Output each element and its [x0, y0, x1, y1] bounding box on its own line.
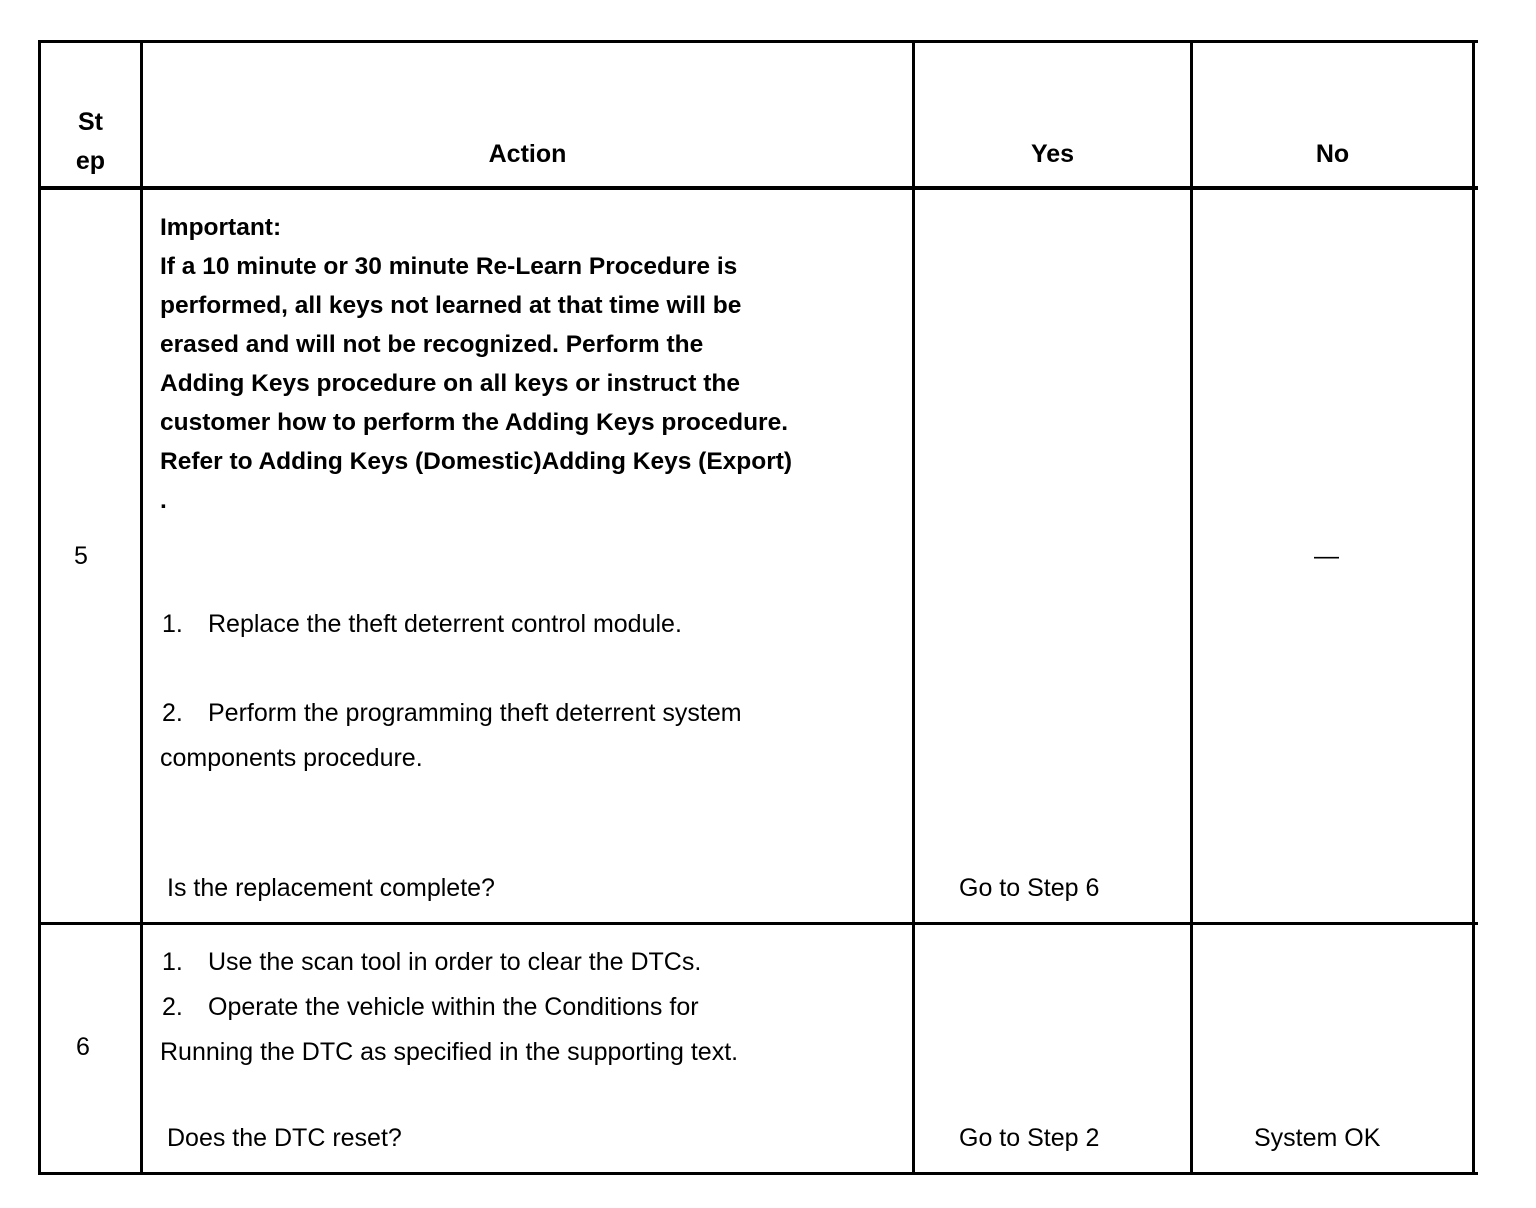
list-item: [162, 610, 682, 639]
header-bottom-border: [38, 186, 1478, 190]
list-item-text: Use the scan tool in order to clear the DTCs.: [208, 948, 702, 976]
question-text: Does the DTC reset?: [167, 1124, 402, 1152]
important-line: performed, all keys not learned at that time will be: [160, 292, 742, 319]
list-item: [162, 948, 701, 977]
step-number-5: 5: [74, 542, 88, 570]
yes-column-divider: [1190, 40, 1193, 1175]
important-note: [160, 208, 900, 520]
step-number-6: 6: [76, 1033, 90, 1061]
header-step: [41, 103, 140, 181]
important-label: Important:: [160, 214, 282, 241]
row-divider: [38, 922, 1478, 925]
list-item-continuation: components procedure.: [160, 744, 423, 772]
yes-result: Go to Step 2: [959, 1124, 1100, 1152]
table-bottom-border: [38, 1172, 1478, 1175]
important-line: .: [160, 487, 167, 514]
list-item-number: 1.: [162, 610, 183, 638]
important-line: If a 10 minute or 30 minute Re-Learn Procedure is: [160, 253, 738, 280]
list-item-number: 2.: [162, 699, 183, 727]
header-action: Action: [488, 140, 567, 168]
table-top-border: [38, 40, 1478, 43]
list-item-continuation: Running the DTC as specified in the supporting text.: [160, 1038, 739, 1066]
step-column-divider: [140, 40, 143, 1175]
list-item-text: Operate the vehicle within the Conditions for: [208, 993, 699, 1021]
list-item-text: Replace the theft deterrent control module.: [208, 610, 682, 638]
yes-result: Go to Step 6: [959, 874, 1100, 902]
important-line: Refer to Adding Keys (Domestic)Adding Keys (Export): [160, 448, 793, 475]
important-line: customer how to perform the Adding Keys procedure.: [160, 409, 789, 436]
list-item-text: Perform the programming theft deterrent system: [208, 699, 742, 727]
table-left-border: [38, 40, 41, 1175]
question-text: Is the replacement complete?: [167, 874, 495, 902]
list-item: [162, 993, 699, 1022]
no-result: —: [1314, 542, 1339, 570]
diagnostic-table: [38, 40, 1478, 1175]
header-step-line1: St: [78, 108, 103, 136]
header-yes: Yes: [1030, 140, 1075, 168]
list-item-number: 1.: [162, 948, 183, 976]
important-line: Adding Keys procedure on all keys or instruct the: [160, 370, 740, 397]
important-line: erased and will not be recognized. Perform the: [160, 331, 704, 358]
action-column-divider: [912, 40, 915, 1175]
header-no: No: [1315, 140, 1350, 168]
list-item: [162, 699, 742, 728]
list-item-number: 2.: [162, 993, 183, 1021]
no-result: System OK: [1254, 1124, 1381, 1152]
header-step-line2: ep: [75, 147, 106, 175]
table-right-border: [1472, 40, 1475, 1175]
